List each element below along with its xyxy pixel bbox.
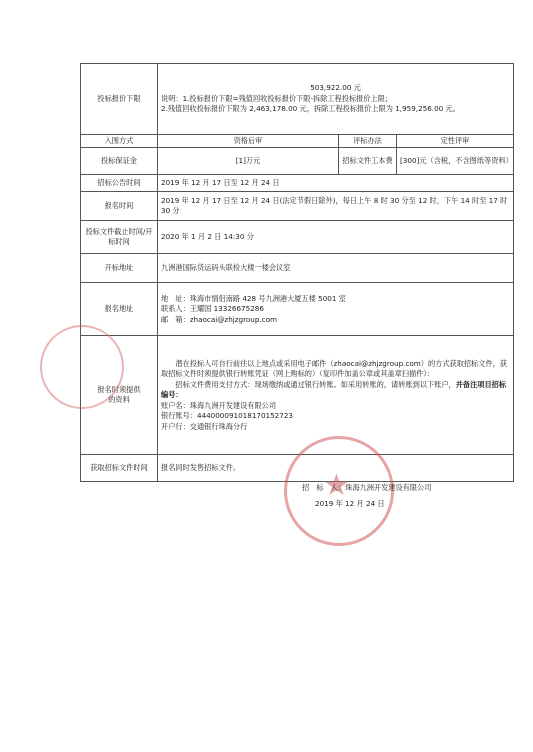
materials-account-number: 银行账号：444000091018170152723 xyxy=(161,411,293,421)
materials-para-2-text: 招标文件费用支付方式：现场缴纳或通过银行转账。如采用转账的，请转账到以下账户， xyxy=(175,379,456,389)
reg-address-email: 邮 箱：zhaocai@zhjzgroup.com xyxy=(161,314,278,324)
signature-org: 招 标 人：珠海九洲开发建设有限公司 xyxy=(302,483,432,492)
venue-value: 九洲港国际货运码头联检大楼一楼会议室 xyxy=(158,254,514,283)
deposit-label: 投标保证金 xyxy=(81,148,158,175)
deposit-value: [1]万元 xyxy=(158,148,339,175)
register-label: 报名时间 xyxy=(81,192,158,221)
materials-bank: 开户行：交通银行珠海分行 xyxy=(161,421,248,431)
materials-para-1: 潜在投标人可自行前往以上地点或采用电子邮件（zhaocai@zhjzgroup.com）的方式获取招标文件，获取招标文件时须提供银行转账凭证（网上购标的）（复印件加盖公章或其盖章扫描件）： xyxy=(161,358,508,379)
lower-limit-price: 503,922.00 元 xyxy=(310,83,361,93)
deadline-label: 投标文件截止时间/开标时间 xyxy=(81,221,158,254)
entry-value: 资格后审 xyxy=(158,135,339,148)
row-lower-limit xyxy=(81,64,514,135)
entry-label: 入围方式 xyxy=(81,135,158,148)
row-deadline xyxy=(81,221,514,254)
lower-limit-note-1: 说明：1.投标报价下限=残值回收投标报价下限-拆除工程投标报价上限； xyxy=(161,93,393,103)
lower-limit-label: 投标报价下限 xyxy=(81,64,158,135)
row-entry xyxy=(81,135,514,148)
announce-label: 招标公告时间 xyxy=(81,175,158,192)
announce-value: 2019 年 12 月 17 日至 12 月 24 日 xyxy=(158,175,514,192)
row-announce xyxy=(81,175,514,192)
obtain-label: 获取招标文件时间 xyxy=(81,455,158,482)
venue-label: 开标地址 xyxy=(81,254,158,283)
row-register xyxy=(81,192,514,221)
reg-address-content xyxy=(158,283,514,336)
materials-para-2 xyxy=(161,380,510,401)
fee-label: 招标文件工本费 xyxy=(339,148,397,175)
row-venue xyxy=(81,254,514,283)
lower-limit-note-2: 2.残值回收投标报价下限为 2,463,178.00 元，拆除工程投标报价上限为 1,959,256.00 元。 xyxy=(161,104,460,114)
fee-value: [300]元（含税，不含图纸等资料） xyxy=(397,148,514,175)
register-value: 2019 年 12 月 17 日至 12 月 24 日(法定节假日除外)，每日上午 8 时 30 分至 12 时，下午 14 时至 17 时 30 分 xyxy=(158,192,514,221)
reg-address-contact: 联系人：王耀国 13326675286 xyxy=(161,304,264,314)
materials-para-2-bold: 并备注项目招标编号： xyxy=(161,379,507,400)
eval-label: 评标办法 xyxy=(339,135,397,148)
seal-star-icon: ★ xyxy=(323,468,350,503)
seal-stamp-small xyxy=(40,325,124,409)
signature-date: 2019 年 12 月 24 日 xyxy=(315,499,385,508)
row-reg-address xyxy=(81,283,514,336)
materials-account-name: 账户名：珠海九洲开发建设有限公司 xyxy=(161,400,277,410)
eval-value: 定性评审 xyxy=(397,135,514,148)
row-materials xyxy=(81,336,514,455)
reg-address-street: 地 址：珠海市情侣南路 428 号九洲港大厦五楼 5001 室 xyxy=(161,293,346,303)
reg-address-label: 报名地址 xyxy=(81,283,158,336)
deadline-value: 2020 年 1 月 2 日 14:30 分 xyxy=(158,221,514,254)
row-deposit xyxy=(81,148,514,175)
materials-label: 报名时须提供的资料 xyxy=(81,336,158,455)
lower-limit-content xyxy=(158,64,514,135)
tender-info-table xyxy=(80,63,514,482)
obtain-value: 报名同时发售招标文件。 xyxy=(158,455,514,482)
